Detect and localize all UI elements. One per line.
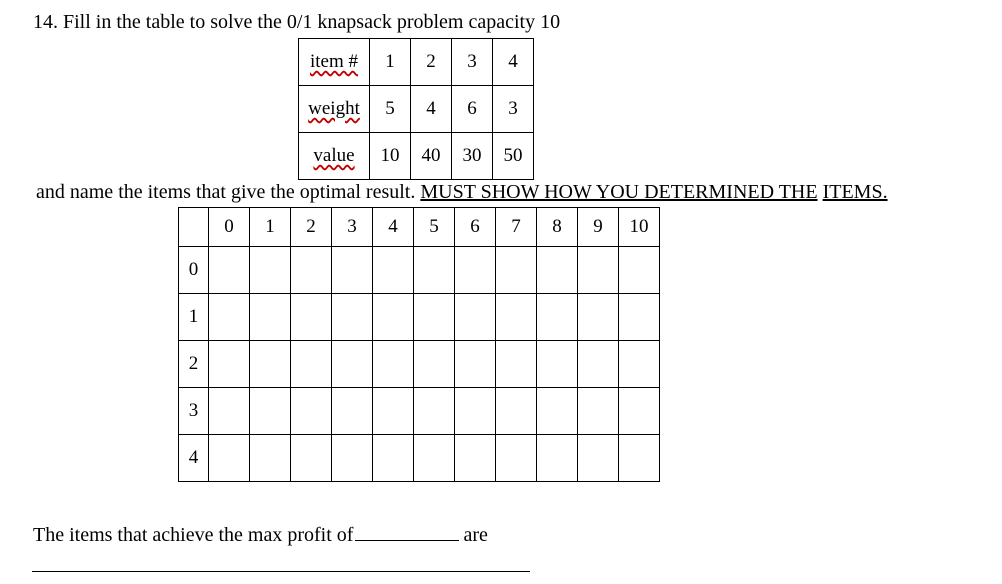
items-table-row bbox=[299, 39, 534, 86]
dp-table-cell[interactable] bbox=[209, 388, 250, 435]
items-table-row-label bbox=[299, 133, 370, 180]
dp-table-cell[interactable] bbox=[373, 247, 414, 294]
dp-table-cell[interactable] bbox=[373, 435, 414, 482]
question-text: Fill in the table to solve the 0/1 knapsack problem capacity 10 bbox=[63, 11, 561, 33]
dp-table-cell[interactable] bbox=[332, 341, 373, 388]
dp-table-cell[interactable] bbox=[619, 341, 660, 388]
dp-table bbox=[178, 207, 660, 482]
row-label-text: item # bbox=[309, 51, 359, 72]
dp-table-cell[interactable] bbox=[496, 341, 537, 388]
dp-table-cell[interactable] bbox=[332, 247, 373, 294]
dp-table-cell[interactable] bbox=[250, 341, 291, 388]
dp-table-header-row bbox=[179, 208, 660, 247]
items-table-row-label bbox=[299, 39, 370, 86]
dp-table-cell[interactable] bbox=[250, 294, 291, 341]
items-table-cell: 3 bbox=[493, 86, 534, 133]
items-table-row-label bbox=[299, 86, 370, 133]
dp-row-header: 4 bbox=[179, 435, 209, 482]
dp-table-cell[interactable] bbox=[209, 435, 250, 482]
dp-table-cell[interactable] bbox=[209, 294, 250, 341]
dp-table-cell[interactable] bbox=[619, 435, 660, 482]
dp-row-header: 3 bbox=[179, 388, 209, 435]
row-label-text: value bbox=[313, 145, 355, 166]
dp-table-cell[interactable] bbox=[455, 247, 496, 294]
dp-table-cell[interactable] bbox=[332, 435, 373, 482]
dp-table-cell[interactable] bbox=[619, 247, 660, 294]
items-table-cell: 6 bbox=[452, 86, 493, 133]
dp-column-header: 7 bbox=[496, 208, 537, 247]
instructions-emphasis: MUST SHOW HOW YOU DETERMINED THE bbox=[420, 181, 818, 203]
items-table-cell: 3 bbox=[452, 39, 493, 86]
dp-table-cell[interactable] bbox=[455, 388, 496, 435]
dp-table-cell[interactable] bbox=[209, 247, 250, 294]
dp-table-cell[interactable] bbox=[291, 294, 332, 341]
question-prompt bbox=[33, 9, 560, 35]
dp-column-header: 6 bbox=[455, 208, 496, 247]
dp-column-header: 4 bbox=[373, 208, 414, 247]
dp-row-header: 2 bbox=[179, 341, 209, 388]
dp-column-header: 10 bbox=[619, 208, 660, 247]
items-table-cell: 30 bbox=[452, 133, 493, 180]
dp-table-cell[interactable] bbox=[414, 435, 455, 482]
dp-table-cell[interactable] bbox=[291, 388, 332, 435]
dp-table-cell[interactable] bbox=[496, 294, 537, 341]
dp-table-corner bbox=[179, 208, 209, 247]
dp-row-header: 0 bbox=[179, 247, 209, 294]
dp-column-header: 8 bbox=[537, 208, 578, 247]
dp-column-header: 5 bbox=[414, 208, 455, 247]
dp-table-cell[interactable] bbox=[455, 341, 496, 388]
items-answer-blank[interactable] bbox=[32, 571, 530, 572]
items-table-row bbox=[299, 86, 534, 133]
items-table-cell: 1 bbox=[370, 39, 411, 86]
dp-table-row bbox=[179, 388, 660, 435]
dp-column-header: 2 bbox=[291, 208, 332, 247]
items-table-cell: 5 bbox=[370, 86, 411, 133]
items-table-cell: 2 bbox=[411, 39, 452, 86]
items-table-cell: 4 bbox=[493, 39, 534, 86]
dp-table-cell[interactable] bbox=[496, 388, 537, 435]
dp-table-row bbox=[179, 247, 660, 294]
dp-table-cell[interactable] bbox=[578, 341, 619, 388]
dp-table-cell[interactable] bbox=[373, 294, 414, 341]
dp-table-cell[interactable] bbox=[537, 435, 578, 482]
dp-table-cell[interactable] bbox=[537, 294, 578, 341]
dp-table-cell[interactable] bbox=[250, 247, 291, 294]
dp-column-header: 1 bbox=[250, 208, 291, 247]
dp-table-cell[interactable] bbox=[619, 388, 660, 435]
dp-table-cell[interactable] bbox=[578, 294, 619, 341]
dp-column-header: 9 bbox=[578, 208, 619, 247]
dp-table-cell[interactable] bbox=[291, 435, 332, 482]
dp-table-cell[interactable] bbox=[291, 341, 332, 388]
dp-table-cell[interactable] bbox=[414, 341, 455, 388]
answer-text-after: are bbox=[463, 524, 488, 546]
answer-line bbox=[33, 522, 488, 548]
dp-table-cell[interactable] bbox=[250, 388, 291, 435]
dp-table-cell[interactable] bbox=[619, 294, 660, 341]
dp-table-cell[interactable] bbox=[414, 294, 455, 341]
dp-table-row bbox=[179, 294, 660, 341]
dp-table-cell[interactable] bbox=[373, 341, 414, 388]
dp-table-cell[interactable] bbox=[578, 435, 619, 482]
dp-table-cell[interactable] bbox=[496, 247, 537, 294]
instructions-text: and name the items that give the optimal result. bbox=[36, 181, 416, 203]
items-table-cell: 10 bbox=[370, 133, 411, 180]
dp-column-header: 3 bbox=[332, 208, 373, 247]
answer-text-before: The items that achieve the max profit of bbox=[33, 524, 354, 546]
dp-table-cell[interactable] bbox=[537, 247, 578, 294]
dp-table-cell[interactable] bbox=[537, 341, 578, 388]
dp-table-cell[interactable] bbox=[332, 388, 373, 435]
instructions-emphasis-end: ITEMS. bbox=[822, 181, 888, 203]
dp-table-cell[interactable] bbox=[332, 294, 373, 341]
dp-table-cell[interactable] bbox=[537, 388, 578, 435]
dp-table-row bbox=[179, 435, 660, 482]
items-table-cell: 40 bbox=[411, 133, 452, 180]
row-label-text: weight bbox=[308, 98, 360, 119]
dp-table-cell[interactable] bbox=[455, 435, 496, 482]
instructions-line bbox=[36, 179, 888, 205]
dp-table-cell[interactable] bbox=[496, 435, 537, 482]
dp-table-cell[interactable] bbox=[250, 435, 291, 482]
dp-table-cell[interactable] bbox=[291, 247, 332, 294]
items-table-row bbox=[299, 133, 534, 180]
items-table-cell: 4 bbox=[411, 86, 452, 133]
max-profit-blank[interactable] bbox=[355, 522, 459, 541]
dp-table-cell[interactable] bbox=[578, 388, 619, 435]
question-number: 14. bbox=[33, 11, 58, 33]
dp-table-cell[interactable] bbox=[414, 247, 455, 294]
dp-row-header: 1 bbox=[179, 294, 209, 341]
dp-table-cell[interactable] bbox=[578, 247, 619, 294]
dp-table-cell[interactable] bbox=[209, 341, 250, 388]
dp-column-header: 0 bbox=[209, 208, 250, 247]
dp-table-cell[interactable] bbox=[455, 294, 496, 341]
dp-table-cell[interactable] bbox=[414, 388, 455, 435]
dp-table-row bbox=[179, 341, 660, 388]
items-table bbox=[298, 38, 534, 180]
items-table-cell: 50 bbox=[493, 133, 534, 180]
dp-table-cell[interactable] bbox=[373, 388, 414, 435]
